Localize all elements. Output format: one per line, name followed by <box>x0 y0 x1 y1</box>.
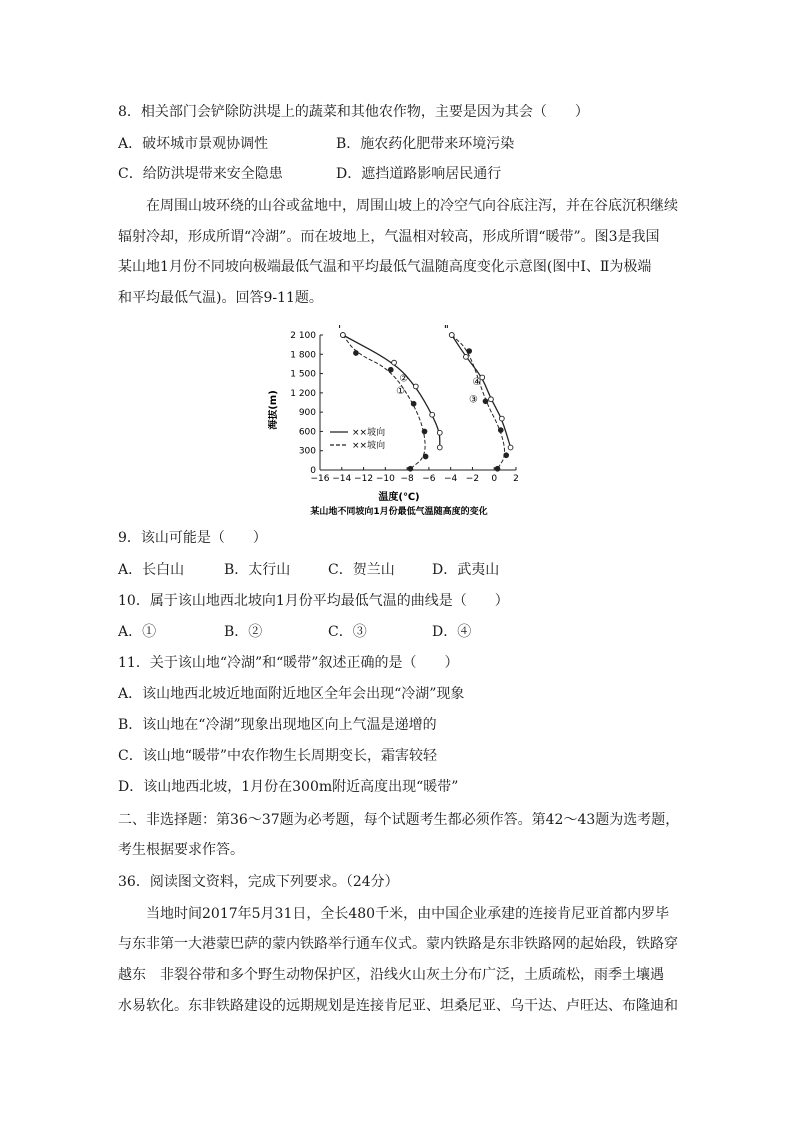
question-9-option-d: D．武夷山 <box>432 562 500 578</box>
question-8-option-b: B．施农药化肥带来环境污染 <box>336 136 515 152</box>
question-8-option-a: A．破坏城市景观协调性 <box>118 136 269 152</box>
question-10-option-b: B．② <box>224 624 263 640</box>
data-point <box>504 453 509 458</box>
question-36-paragraph-line: 水易软化。东非铁路建设的远期规划是连接肯尼亚、坦桑尼亚、乌干达、卢旺达、布隆迪和 <box>118 998 678 1014</box>
question-36-paragraph-line: 越东 非裂谷带和多个野生动物保护区，沿线火山灰土分布广泛，土质疏松，雨季土壤遇 <box>118 967 664 983</box>
data-point <box>408 466 413 471</box>
data-point <box>483 399 488 404</box>
altitude-temperature-chart <box>268 325 530 520</box>
question-10-stem: 10．属于该山地西北坡向1月份平均最低气温的曲线是（ ） <box>118 593 509 609</box>
chart-svg <box>268 325 530 520</box>
question-11-option-a: A．该山地西北坡近地面附近地区全年会出现“冷湖”现象 <box>118 686 465 702</box>
section-2-note: 考生根据要求作答。 <box>118 842 244 858</box>
x-tick-label: −10 <box>375 474 395 484</box>
y-axis-label: 海拔(m) <box>268 390 279 430</box>
data-point <box>489 397 494 402</box>
data-point <box>430 412 435 417</box>
group-label: Ⅰ <box>338 325 342 331</box>
question-36-stem: 36．阅读图文资料，完成下列要求。（24分） <box>118 874 399 890</box>
question-9-option-a: A．长白山 <box>118 562 185 578</box>
question-11-option-b: B．该山地在“冷湖”现象出现地区向上气温是递增的 <box>118 717 437 733</box>
data-point <box>449 333 454 338</box>
y-tick-label: 300 <box>298 446 316 457</box>
data-point <box>508 445 513 450</box>
x-tick-label: 2 <box>513 474 519 484</box>
data-point <box>437 445 442 450</box>
data-point <box>422 429 427 434</box>
question-10-option-d: D．④ <box>432 624 472 640</box>
question-36-paragraph-line: 当地时间2017年5月31日，全长480千米，由中国企业承建的连接肯尼亚首都内罗毕 <box>146 906 670 922</box>
data-point <box>467 349 472 354</box>
x-tick-label: 0 <box>491 474 498 484</box>
passage-line: 辐射冷却，形成所谓“冷湖”。而在坡地上，气温相对较高，形成所谓“暖带”。图3是我国 <box>118 229 660 245</box>
series-label: ③ <box>469 394 479 406</box>
x-tick-label: −4 <box>444 474 458 484</box>
x-tick-label: −12 <box>354 474 374 484</box>
y-tick-label: 900 <box>298 408 316 419</box>
y-tick-label: 1 500 <box>290 369 316 380</box>
question-9-stem: 9．该山可能是（ ） <box>118 530 267 546</box>
data-point <box>413 384 418 389</box>
question-10-option-c: C．③ <box>328 624 367 640</box>
series-curve <box>452 335 505 469</box>
x-tick-label: −14 <box>332 474 352 484</box>
legend-label: ××坡向 <box>352 441 386 451</box>
section-2-heading: 二、非选择题：第36～37题为必考题，每个试题考生都必须作答。第42～43题为选考题， <box>118 812 680 828</box>
x-tick-label: −16 <box>310 474 330 484</box>
series-label: ④ <box>472 377 482 389</box>
x-tick-label: −2 <box>465 474 480 484</box>
y-tick-label: 0 <box>310 466 316 476</box>
x-tick-label: −8 <box>400 474 414 484</box>
passage-line: 和平均最低气温)。回答9-11题。 <box>118 290 323 306</box>
question-10-option-a: A．① <box>118 624 157 640</box>
data-point <box>340 333 345 338</box>
data-point <box>437 430 442 435</box>
data-point <box>495 466 500 471</box>
chart-title: 某山地不同坡向1月份最低气温随高度的变化 <box>310 507 488 517</box>
series-label: ① <box>396 386 406 398</box>
y-tick-label: 1 200 <box>290 388 316 399</box>
data-point <box>411 401 416 406</box>
legend-label: ××坡向 <box>352 428 386 438</box>
data-point <box>498 428 503 433</box>
group-label: Ⅱ <box>443 325 449 331</box>
y-tick-label: 600 <box>298 427 316 438</box>
data-point <box>388 367 393 372</box>
y-tick-label: 2 100 <box>290 331 316 341</box>
x-axis-label: 温度(℃) <box>378 492 420 503</box>
question-36-paragraph-line: 与东非第一大港蒙巴萨的蒙内铁路举行通车仪式。蒙内铁路是东非铁路网的起始段，铁路穿 <box>118 936 678 952</box>
data-point <box>499 416 504 421</box>
question-8-option-c: C．给防洪堤带来安全隐患 <box>118 166 283 182</box>
data-point <box>392 360 397 365</box>
question-11-option-d: D．该山地西北坡，1月份在300m附近高度出现“暖带” <box>118 779 459 795</box>
question-9-option-c: C．贺兰山 <box>328 562 395 578</box>
question-11-option-c: C．该山地“暖带”中农作物生长周期变长，霜害较轻 <box>118 748 438 764</box>
question-9-option-b: B．太行山 <box>224 562 291 578</box>
data-point <box>423 454 428 459</box>
data-point <box>354 351 359 356</box>
question-11-stem: 11．关于该山地“冷湖”和“暖带”叙述正确的是（ ） <box>118 655 459 671</box>
series-label: ② <box>399 373 409 385</box>
data-point <box>464 354 469 359</box>
x-tick-label: −6 <box>422 474 436 484</box>
y-tick-label: 1 800 <box>290 350 316 361</box>
passage-line: 在周围山坡环绕的山谷或盆地中，周围山坡上的冷空气向谷底注泻，并在谷底沉积继续 <box>146 198 678 214</box>
question-8-option-d: D．遮挡道路影响居民通行 <box>336 166 502 182</box>
question-8-stem: 8．相关部门会铲除防洪堤上的蔬菜和其他农作物，主要是因为其会（ ） <box>118 104 589 120</box>
passage-line: 某山地1月份不同坡向极端最低气温和平均最低气温随高度变化示意图(图中Ⅰ、Ⅱ为极端 <box>118 259 652 275</box>
